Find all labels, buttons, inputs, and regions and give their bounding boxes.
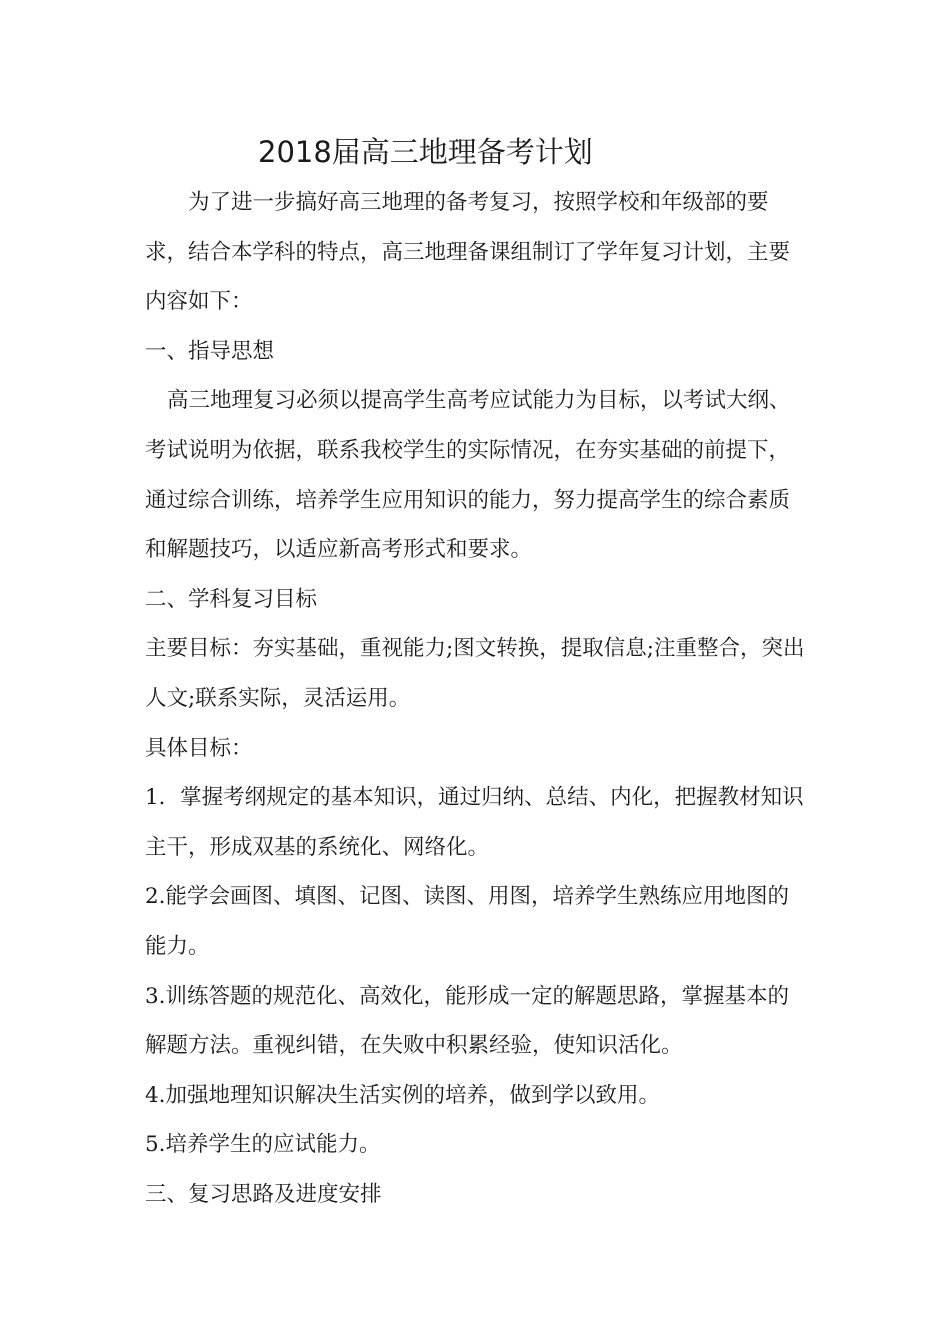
section-heading-guiding-thought: 一、指导思想 bbox=[145, 338, 275, 364]
document-body bbox=[145, 178, 805, 1219]
guiding-thought-paragraph: 高三地理复习必须以提高学生高考应试能力为目标，以考试大纲、考试说明为依据，联系我校学生的实际情况，在夯实基础的前提下，通过综合训练，培养学生应用知识的能力，努力提高学生的综合素质和解题技巧，以适应新高考形式和要求。 bbox=[145, 388, 791, 563]
goal-item-3: 3.训练答题的规范化、高效化，能形成一定的解题思路，掌握基本的解题方法。重视纠错，在失败中积累经验，使知识活化。 bbox=[145, 983, 790, 1059]
intro-paragraph: 为了进一步搞好高三地理的备考复习，按照学校和年级部的要求，结合本学科的特点，高三地理备课组制订了学年复习计划，主要内容如下： bbox=[145, 190, 791, 315]
section-heading-review-plan: 三、复习思路及进度安排 bbox=[145, 1181, 382, 1207]
goal-item-2: 2.能学会画图、填图、记图、读图、用图，培养学生熟练应用地图的能力。 bbox=[145, 884, 790, 959]
goal-item-4: 4.加强地理知识解决生活实例的培养，做到学以致用。 bbox=[145, 1082, 661, 1108]
goal-item-5: 5.培养学生的应试能力。 bbox=[145, 1132, 381, 1158]
specific-goals-heading: 具体目标： bbox=[145, 735, 253, 761]
goal-item-1: 1．掌握考纲规定的基本知识，通过归纳、总结、内化，把握教材知识主干，形成双基的系统化、网络化。 bbox=[145, 785, 804, 860]
section-heading-review-goals: 二、学科复习目标 bbox=[145, 586, 318, 612]
document-title: 2018届高三地理备考计划 bbox=[258, 135, 593, 169]
main-goals-paragraph: 主要目标：夯实基础，重视能力;图文转换，提取信息;注重整合，突出人文;联系实际，灵活运用。 bbox=[145, 636, 805, 711]
